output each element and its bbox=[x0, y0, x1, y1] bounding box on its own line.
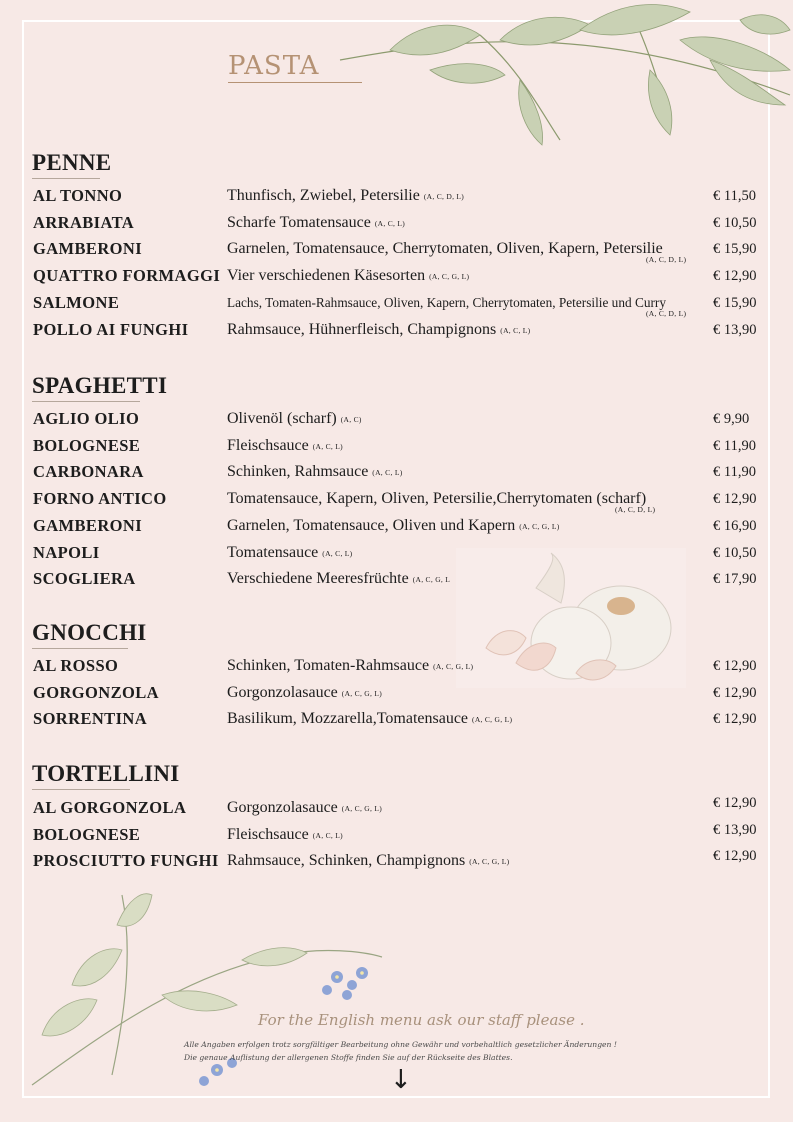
item-name: SORRENTINA bbox=[33, 709, 148, 729]
item-price: € 12,90 bbox=[713, 684, 757, 701]
item-price: € 12,90 bbox=[713, 658, 757, 674]
item-price: € 13,90 bbox=[713, 821, 757, 838]
section-title: TORTELLINI bbox=[32, 761, 180, 786]
item-description-text: Lachs, Tomaten-Rahmsauce, Oliven, Kapern, Cherrytomaten, Petersilie und Curry bbox=[227, 294, 666, 310]
item-description-text: Garnelen, Tomatensauce, Cherrytomaten, Oliven, Kapern, Petersilie bbox=[227, 240, 663, 258]
allergen-codes: (A, C, L) bbox=[312, 830, 343, 840]
item-price: € 12,90 bbox=[713, 848, 757, 865]
item-price: € 10,50 bbox=[713, 544, 757, 561]
menu-item bbox=[0, 683, 793, 707]
item-price: € 11,90 bbox=[713, 464, 756, 481]
item-name: PROSCIUTTO FUNGHI bbox=[33, 851, 219, 871]
item-description-text: Rahmsauce, Hühnerfleisch, Champignons bbox=[227, 320, 497, 338]
item-name: POLLO AI FUNGHI bbox=[33, 319, 189, 339]
section-divider bbox=[32, 401, 140, 402]
allergen-codes: (A, C, L) bbox=[312, 441, 343, 451]
item-price: € 13,90 bbox=[713, 321, 757, 338]
allergen-codes: (A, C, D, L) bbox=[423, 192, 465, 201]
menu-item bbox=[0, 293, 793, 317]
allergen-codes: (A, C, D, L) bbox=[646, 255, 687, 265]
allergen-codes: (A, C) bbox=[340, 415, 362, 424]
item-price: € 15,90 bbox=[713, 294, 757, 311]
allergen-codes: (A, C, G, L bbox=[412, 575, 451, 585]
item-name: AGLIO OLIO bbox=[33, 409, 140, 428]
item-name: ARRABIATA bbox=[33, 212, 135, 232]
allergen-codes: (A, C, D, L) bbox=[615, 505, 656, 515]
english-menu-note: For the English menu ask our staff please . bbox=[258, 1011, 585, 1029]
item-description-text: Thunfisch, Zwiebel, Petersilie bbox=[227, 187, 420, 204]
menu-item bbox=[0, 462, 793, 486]
menu-item bbox=[0, 436, 793, 460]
item-description-text: Tomatensauce, Kapern, Oliven, Petersilie,Cherrytomaten (scharf) bbox=[227, 490, 647, 508]
item-description-text: Scharfe Tomatensauce bbox=[227, 213, 371, 231]
item-description-text: Tomatensauce bbox=[227, 543, 319, 561]
allergen-codes: (A, C, G, L) bbox=[341, 804, 383, 813]
item-name: QUATTRO FORMAGGI bbox=[33, 266, 221, 286]
allergen-codes: (A, C, G, L) bbox=[469, 857, 510, 867]
item-description bbox=[227, 186, 464, 207]
item-name: GAMBERONI bbox=[33, 239, 143, 259]
section-title: SPAGHETTI bbox=[32, 373, 168, 398]
allergen-codes: (A, C, L) bbox=[374, 218, 406, 228]
item-description-text: Vier verschiedenen Käsesorten bbox=[227, 267, 426, 285]
menu-item bbox=[0, 709, 793, 733]
item-description-text: Gorgonzolasauce bbox=[227, 799, 338, 816]
item-price: € 9,90 bbox=[713, 411, 750, 427]
menu-item bbox=[0, 213, 793, 237]
item-price: € 10,50 bbox=[713, 214, 757, 231]
item-price: € 11,90 bbox=[713, 437, 756, 454]
allergen-codes: (A, C, L) bbox=[372, 468, 403, 478]
legal-disclaimer: Alle Angaben erfolgen trotz sorgfältiger Bearbeitung ohne Gewähr und vorbehaltlich gesetzlicher Änderungen ! bbox=[184, 1040, 617, 1049]
item-price: € 15,90 bbox=[713, 241, 757, 258]
menu-item bbox=[0, 516, 793, 540]
item-description-text: Schinken, Rahmsauce bbox=[227, 463, 369, 481]
menu-item bbox=[0, 320, 793, 344]
item-description-text: Olivenöl (scharf) bbox=[227, 410, 337, 427]
item-price: € 11,50 bbox=[713, 188, 756, 204]
menu-item bbox=[0, 821, 793, 849]
item-name: AL GORGONZOLA bbox=[33, 798, 187, 817]
item-description bbox=[227, 320, 530, 341]
item-description bbox=[227, 825, 343, 846]
section-title: GNOCCHI bbox=[32, 620, 147, 645]
item-price: € 12,90 bbox=[713, 711, 757, 728]
allergen-codes: (A, C, L) bbox=[500, 325, 531, 335]
item-description-text: Schinken, Tomaten-Rahmsauce bbox=[227, 657, 430, 674]
allergen-codes: (A, C, G, L) bbox=[519, 521, 560, 531]
item-description-text: Fleischsauce bbox=[227, 436, 309, 454]
item-name: BOLOGNESE bbox=[33, 824, 141, 844]
section-title: PENNE bbox=[32, 150, 112, 175]
item-name: GORGONZOLA bbox=[33, 682, 159, 702]
item-description bbox=[227, 436, 343, 457]
item-price: € 17,90 bbox=[713, 571, 757, 588]
menu-item bbox=[0, 409, 793, 433]
allergen-codes: (A, C, D, L) bbox=[646, 308, 687, 318]
allergen-reference-note: Die genaue Auflistung der allergenen Stoffe finden Sie auf der Rückseite des Blattes. bbox=[184, 1053, 513, 1062]
menu-item bbox=[0, 543, 793, 567]
item-name: BOLOGNESE bbox=[33, 435, 141, 455]
item-name: GAMBERONI bbox=[33, 515, 143, 535]
menu-item bbox=[0, 795, 793, 822]
item-name: AL TONNO bbox=[33, 186, 123, 205]
menu-item bbox=[0, 569, 793, 593]
item-description bbox=[227, 293, 666, 313]
item-description bbox=[227, 213, 405, 234]
page-title: PASTA bbox=[228, 52, 362, 83]
item-description-text: Basilikum, Mozzarella,Tomatensauce bbox=[227, 710, 469, 728]
item-name: NAPOLI bbox=[33, 542, 100, 562]
section-divider bbox=[32, 178, 100, 179]
item-description bbox=[227, 851, 509, 872]
menu-item bbox=[0, 266, 793, 290]
section-divider bbox=[32, 789, 130, 790]
allergen-codes: (A, C, G, L) bbox=[472, 715, 513, 725]
leaves-illustration bbox=[330, 0, 793, 150]
item-description bbox=[227, 266, 469, 287]
allergen-codes: (A, C, L) bbox=[322, 548, 353, 558]
menu-item bbox=[0, 848, 793, 875]
item-description-text: Garnelen, Tomatensauce, Oliven und Kapern bbox=[227, 516, 516, 534]
item-description bbox=[227, 709, 512, 730]
item-price: € 12,90 bbox=[713, 795, 757, 811]
item-description bbox=[227, 409, 362, 430]
item-name: SCOGLIERA bbox=[33, 569, 136, 589]
item-description bbox=[227, 462, 403, 483]
item-description-text: Gorgonzolasauce bbox=[227, 683, 338, 701]
item-description bbox=[227, 543, 352, 564]
item-description bbox=[227, 239, 663, 259]
item-price: € 16,90 bbox=[713, 517, 757, 534]
section-divider bbox=[32, 648, 128, 649]
flowers-illustration bbox=[22, 885, 392, 1095]
menu-item bbox=[0, 489, 793, 513]
menu-item bbox=[0, 239, 793, 263]
item-description bbox=[227, 489, 646, 509]
item-description bbox=[227, 516, 560, 537]
item-price: € 12,90 bbox=[713, 268, 757, 285]
item-name: CARBONARA bbox=[33, 462, 144, 482]
item-description-text: Rahmsauce, Schinken, Champignons bbox=[227, 852, 466, 870]
item-name: SALMONE bbox=[33, 292, 120, 312]
item-price: € 12,90 bbox=[713, 491, 757, 508]
item-description bbox=[227, 798, 382, 819]
item-description-text: Verschiedene Meeresfrüchte bbox=[227, 570, 409, 588]
allergen-codes: (A, C, G, L) bbox=[433, 662, 474, 671]
item-description bbox=[227, 683, 382, 704]
item-name: AL ROSSO bbox=[33, 656, 119, 675]
menu-item bbox=[0, 656, 793, 680]
menu-item bbox=[0, 186, 793, 210]
allergen-codes: (A, C, G, L) bbox=[429, 272, 470, 282]
allergen-codes: (A, C, G, L) bbox=[341, 688, 383, 698]
item-name: FORNO ANTICO bbox=[33, 489, 167, 509]
item-description bbox=[227, 656, 473, 677]
item-description bbox=[227, 569, 450, 590]
arrow-down-icon: ↓ bbox=[390, 1065, 412, 1095]
item-description-text: Fleischsauce bbox=[227, 825, 309, 843]
